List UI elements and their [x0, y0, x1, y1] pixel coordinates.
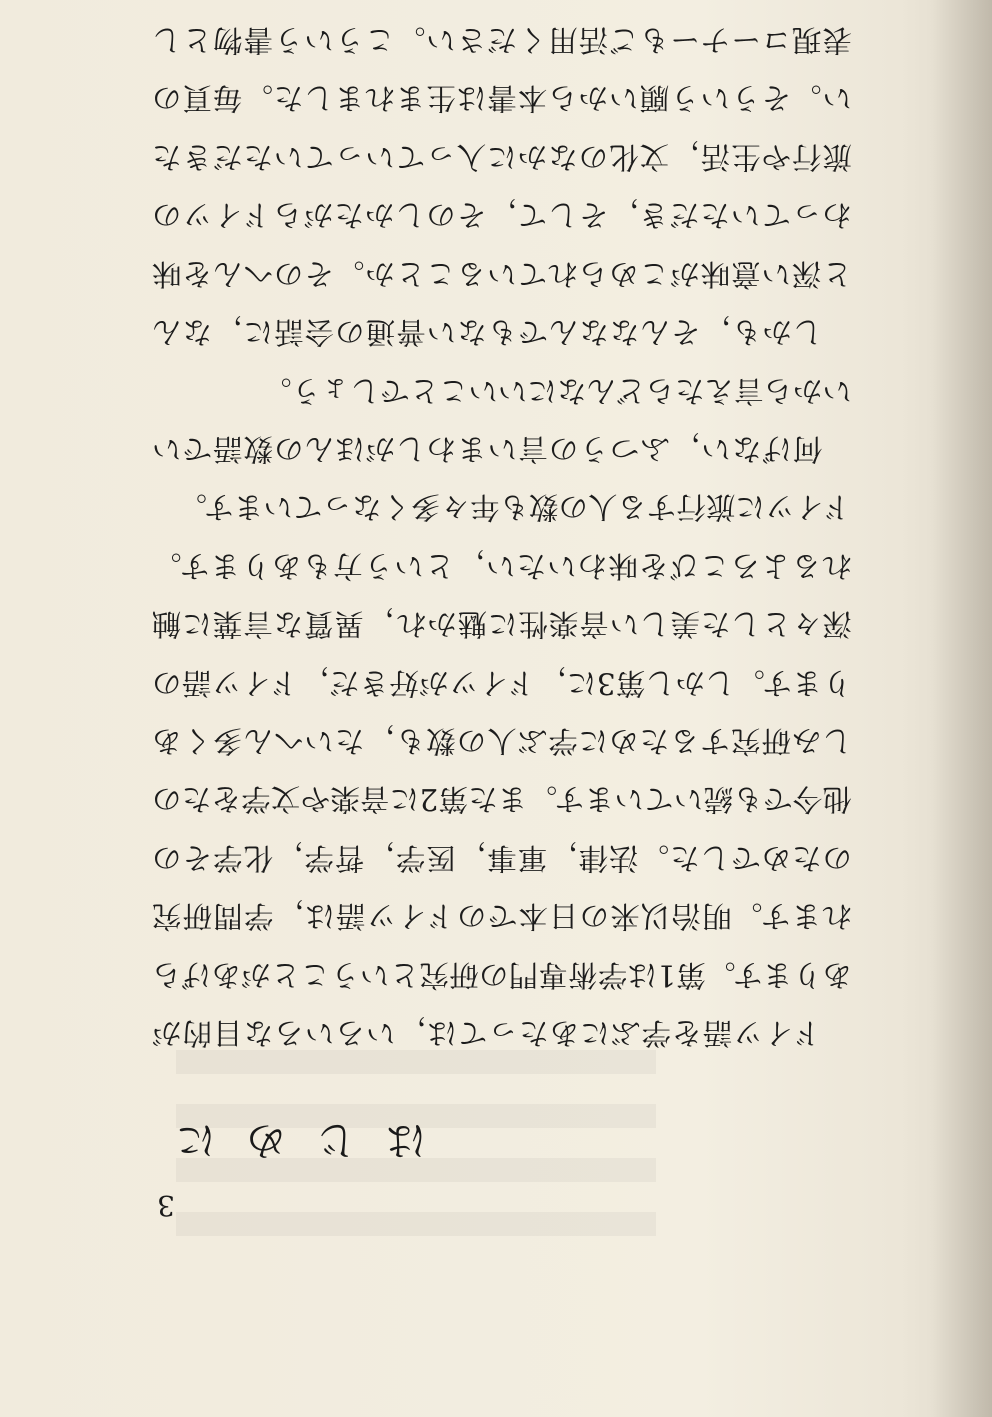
- body-text: [152, 0, 852, 1062]
- page-number: 3: [157, 1189, 175, 1222]
- page-heading: はじめに: [146, 1117, 426, 1163]
- paragraph-1: ドイツ語を学ぶにあたっては，いろいろな目的があります。第1は学術専門の研究ということがあげられます。明治以来の日本でのドイツ語は，学問研究のためでした。法律，軍事，医学，哲学，化学その他今でも続いています。また第2に音楽や文学をたのしみ研究するために学ぶ人の数も，たいへん多くあります。しかし第3に，ドイツが好きだ，ドイツ語の深々とした美しい音楽性に魅かれ，異質な言葉に触れるよろこびを味わいたい，という方もあります。ドイツに旅行する人の数も年々多くなっています。: [152, 490, 852, 1050]
- paragraph-2: 何げない，ふつうの言いまわしがほんの数語でいいから言えたらどんなにいいことでしょう。: [152, 373, 852, 466]
- paragraph-3: しかも，そんななんでもない普通の会話に，なんと深い意味がこめられていることか。そのへんを味わっていただき，そして，そのしかたがらドイツの旅行や生活，文化のなかに入っていっていただきたい。そういう願いから本書は生まれました。毎頁の表現コーナーもご活用ください。こういう書物とし: [152, 23, 852, 350]
